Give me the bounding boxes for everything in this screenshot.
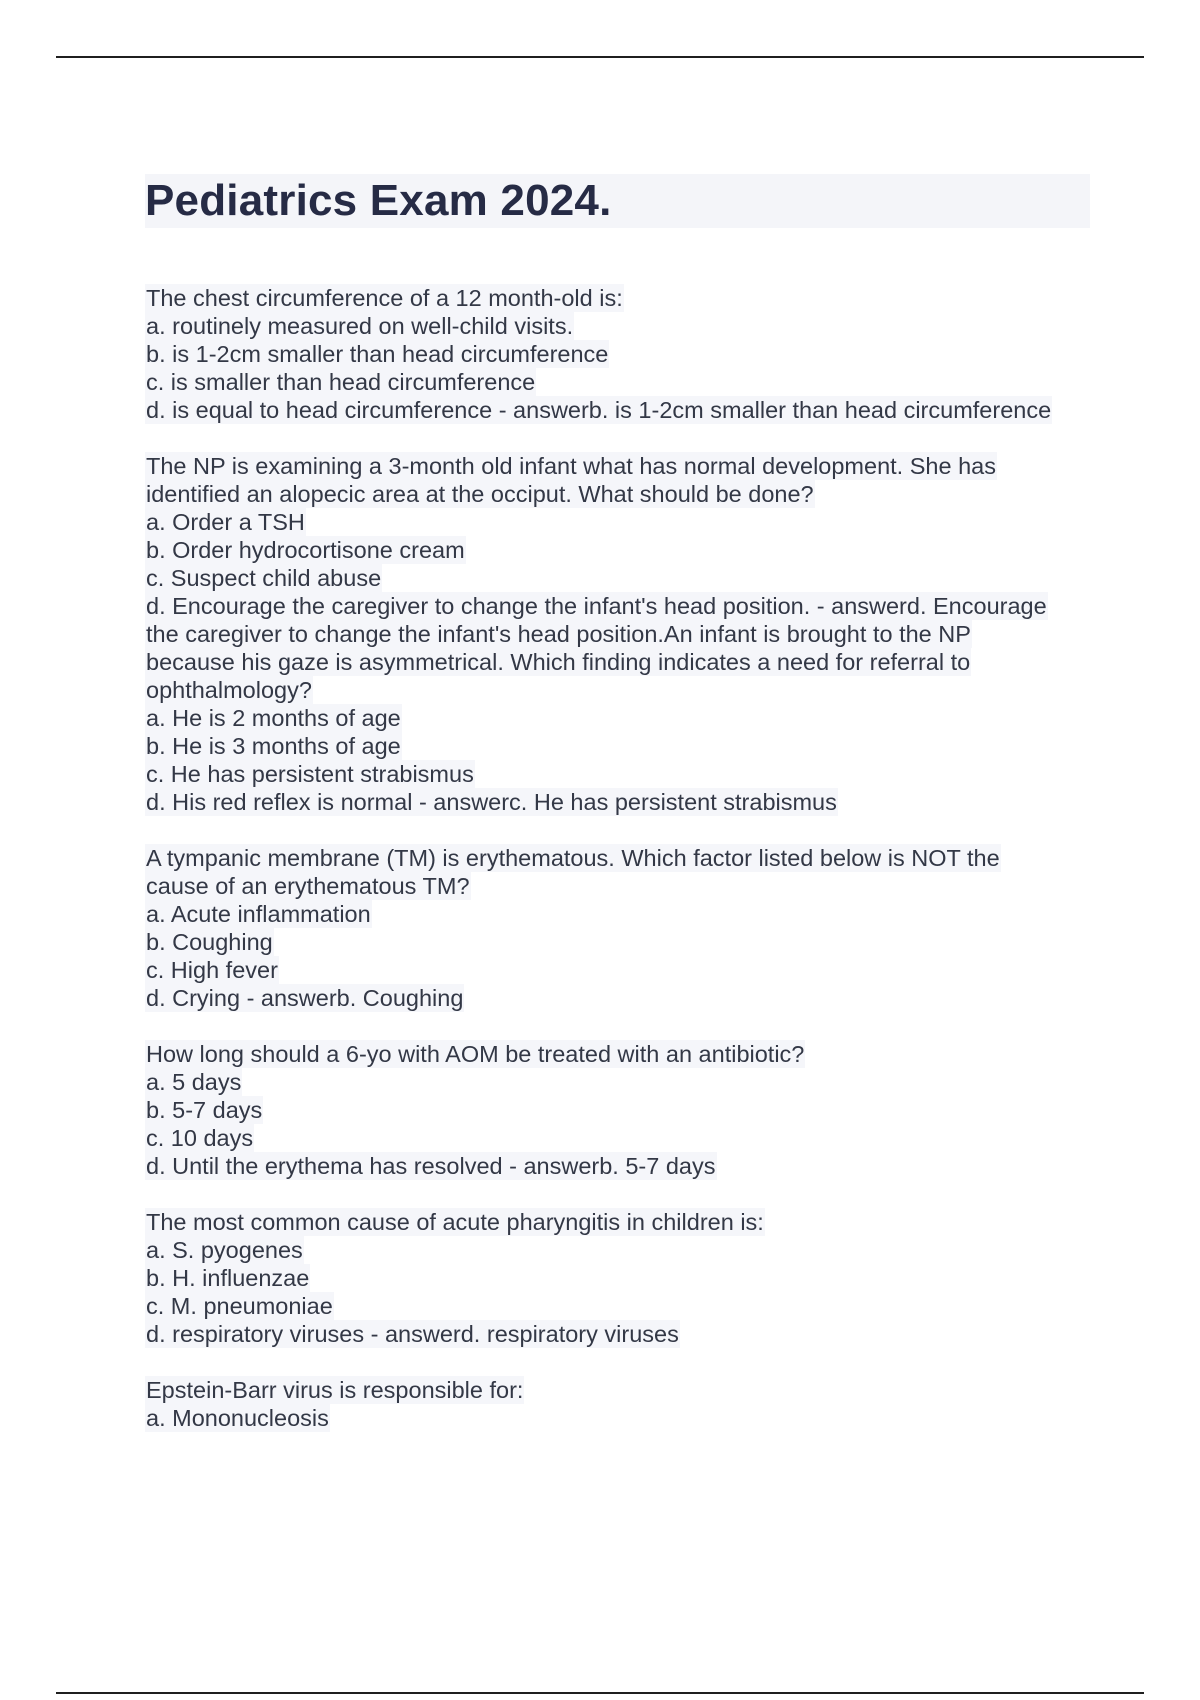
answer-option: d. is equal to head circumference - answerb. is 1-2cm smaller than head circumference bbox=[146, 397, 1052, 423]
answer-option: c. 10 days bbox=[146, 1125, 254, 1151]
question-text: the caregiver to change the infant's head position.An infant is brought to the NP bbox=[146, 621, 971, 647]
answer-option: d. Crying - answerb. Coughing bbox=[146, 985, 464, 1011]
answer-option: a. routinely measured on well-child visits. bbox=[146, 313, 574, 339]
question-text: The NP is examining a 3-month old infant what has normal development. She has bbox=[146, 453, 996, 479]
answer-option: a. Order a TSH bbox=[146, 509, 305, 535]
answer-option: c. is smaller than head circumference bbox=[146, 369, 536, 395]
answer-option: c. High fever bbox=[146, 957, 278, 983]
answer-option: b. 5-7 days bbox=[146, 1097, 263, 1123]
document-page bbox=[145, 174, 1090, 1460]
question-block bbox=[145, 1376, 1090, 1432]
answer-option: c. M. pneumoniae bbox=[146, 1293, 333, 1319]
answer-option: b. Coughing bbox=[146, 929, 273, 955]
question-text: How long should a 6-yo with AOM be treated with an antibiotic? bbox=[146, 1041, 805, 1067]
answer-option: c. He has persistent strabismus bbox=[146, 761, 474, 787]
answer-option: a. He is 2 months of age bbox=[146, 705, 401, 731]
question-text: The most common cause of acute pharyngitis in children is: bbox=[146, 1209, 764, 1235]
title-band bbox=[145, 174, 1090, 228]
answer-option: b. is 1-2cm smaller than head circumference bbox=[146, 341, 609, 367]
answer-option: a. Acute inflammation bbox=[146, 901, 371, 927]
question-text: because his gaze is asymmetrical. Which finding indicates a need for referral to bbox=[146, 649, 971, 675]
question-block bbox=[145, 844, 1090, 1012]
footer-rule bbox=[56, 1692, 1144, 1694]
answer-option: d. Encourage the caregiver to change the infant's head position. - answerd. Encourage bbox=[146, 593, 1047, 619]
answer-option: d. Until the erythema has resolved - answerb. 5-7 days bbox=[146, 1153, 716, 1179]
answer-option: a. Mononucleosis bbox=[146, 1405, 329, 1431]
answer-option: b. Order hydrocortisone cream bbox=[146, 537, 465, 563]
answer-option: d. His red reflex is normal - answerc. He has persistent strabismus bbox=[146, 789, 837, 815]
page-title: Pediatrics Exam 2024. bbox=[145, 176, 612, 225]
answer-option: d. respiratory viruses - answerd. respiratory viruses bbox=[146, 1321, 679, 1347]
header-rule bbox=[56, 56, 1144, 58]
question-text: Epstein-Barr virus is responsible for: bbox=[146, 1377, 524, 1403]
question-text: cause of an erythematous TM? bbox=[146, 873, 470, 899]
answer-option: a. 5 days bbox=[146, 1069, 242, 1095]
answer-option: b. H. influenzae bbox=[146, 1265, 310, 1291]
question-text: identified an alopecic area at the occiput. What should be done? bbox=[146, 481, 814, 507]
question-text: The chest circumference of a 12 month-old is: bbox=[146, 285, 623, 311]
question-block bbox=[145, 1040, 1090, 1180]
question-text: A tympanic membrane (TM) is erythematous. Which factor listed below is NOT the bbox=[146, 845, 1000, 871]
answer-option: b. He is 3 months of age bbox=[146, 733, 401, 759]
answer-option: c. Suspect child abuse bbox=[146, 565, 382, 591]
question-block bbox=[145, 284, 1090, 424]
question-text: ophthalmology? bbox=[146, 677, 312, 703]
question-block bbox=[145, 452, 1090, 816]
question-block bbox=[145, 1208, 1090, 1348]
answer-option: a. S. pyogenes bbox=[146, 1237, 303, 1263]
question-list bbox=[145, 284, 1090, 1432]
